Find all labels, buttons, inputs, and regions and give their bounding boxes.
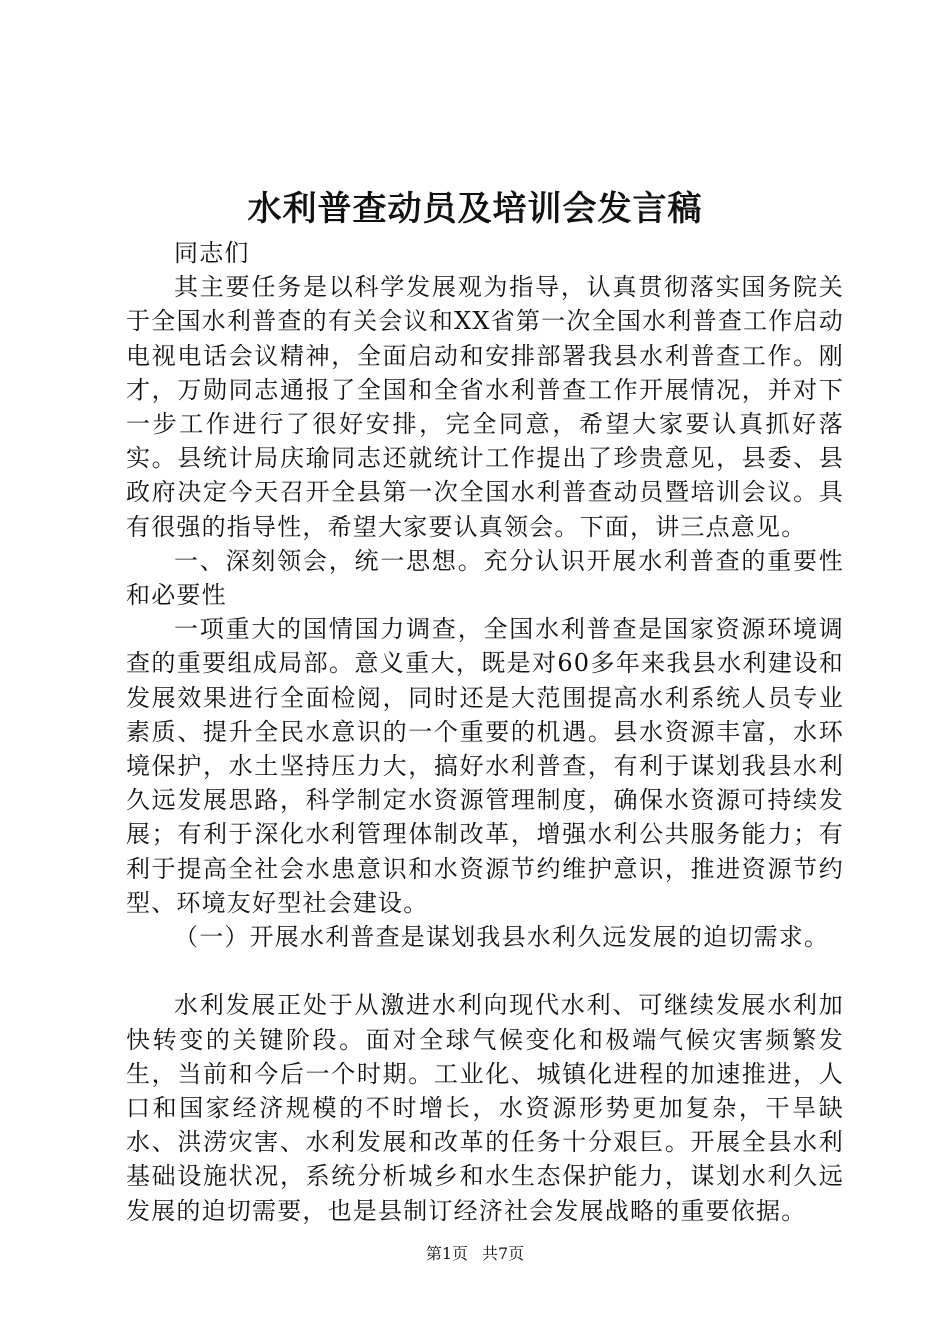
page-total: 共7页 <box>482 1244 525 1263</box>
page-number: 第1页 <box>425 1244 468 1263</box>
document-title: 水利普查动员及培训会发言稿 <box>247 189 703 229</box>
subsection-heading-1: （一）开展水利普查是谋划我县水利久远发展的迫切需求。 <box>174 923 830 952</box>
body-paragraph-significance: 一项重大的国情国力调查，全国水利普查是国家资源环境调查的重要组成局部。意义重大，既是对60多年来我县水利建设和发展效果进行全面检阅，同时还是大范围提高水利系统人员专业素质、提升全民水意识的一个重要的机遇。县水资源丰富，水环境保护，水土坚持压力大，搞好水利普查，有利于谋划我县水利久远发展思路，科学制定水资源管理制度，确保水资源可持续发展；有利于深化水利管理体制改革，增强水利公共服务能力；有利于提高全社会水患意识和水资源节约维护意识，推进资源节约型、环境友好型社会建设。 <box>126 615 844 917</box>
page-footer <box>0 1243 950 1265</box>
section-heading-1: 一、深刻领会，统一思想。充分认识开展水利普查的重要性和必要性 <box>126 546 844 610</box>
salutation-paragraph: 同志们 <box>174 239 250 267</box>
document-body <box>126 236 844 1228</box>
paragraph-spacer <box>126 954 844 988</box>
intro-paragraph: 其主要任务是以科学发展观为指导，认真贯彻落实国务院关于全国水利普查的有关会议和XX省第一次全国水利普查工作启动电视电话会议精神，全面启动和安排部署我县水利普查工作。刚才，万勋同志通报了全国和全省水利普查工作开展情况，并对下一步工作进行了很好安排，完全同意，希望大家要认真抓好落实。县统计局庆瑜同志还就统计工作提出了珍贵意见，县委、县政府决定今天召开全县第一次全国水利普查动员暨培训会议。具有很强的指导性，希望大家要认真领会。下面，讲三点意见。 <box>126 273 844 541</box>
body-paragraph-development: 水利发展正处于从激进水利向现代水利、可继续发展水利加快转变的关键阶段。面对全球气候变化和极端气候灾害频繁发生，当前和今后一个时期。工业化、城镇化进程的加速推进，人口和国家经济规模的不时增长，水资源形势更加复杂，干旱缺水、洪涝灾害、水利发展和改革的任务十分艰巨。开展全县水利基础设施状况，系统分析城乡和水生态保护能力，谋划水利久远发展的迫切需要，也是县制订经济社会发展战略的重要依据。 <box>126 991 844 1225</box>
